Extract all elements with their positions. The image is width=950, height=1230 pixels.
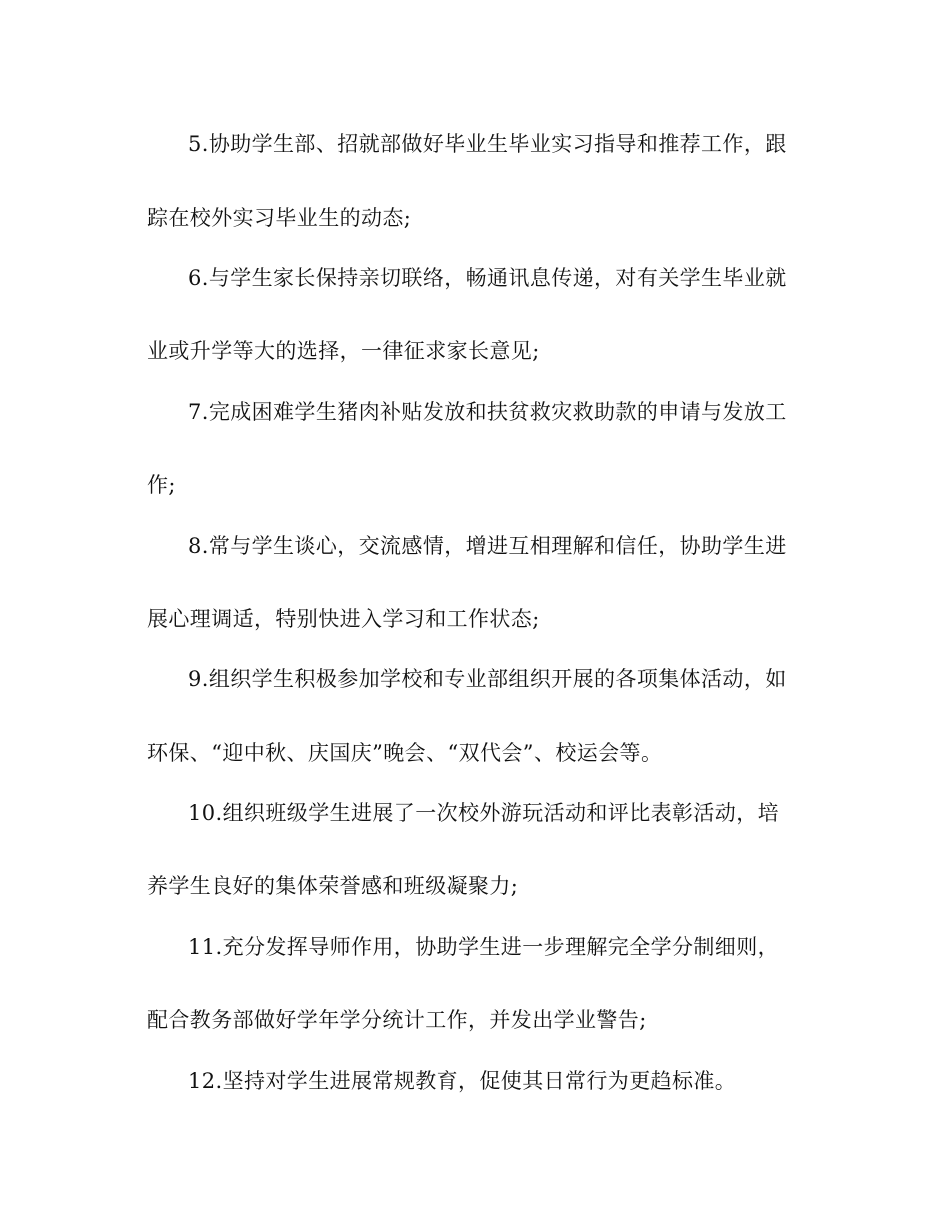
text-line: 12.坚持对学生进展常规教育，促使其日常行为更趋标准。 [188,1069,737,1093]
text-line: 7.完成困难学生猪肉补贴发放和扶贫救灾救助款的申请与发放工 [188,400,787,424]
text-line: 10.组织班级学生进展了一次校外游玩活动和评比表彰活动，培 [188,801,779,825]
text-line: 作; [147,473,176,497]
text-line: 6.与学生家长保持亲切联络，畅通讯息传递，对有关学生毕业就 [188,266,787,290]
text-line: 9.组织学生积极参加学校和专业部组织开展的各项集体活动，如 [188,667,787,691]
text-line: 养学生良好的集体荣誉感和班级凝聚力; [147,874,519,898]
text-line: 踪在校外实习毕业生的动态; [147,206,412,230]
text-line: 环保、“迎中秋、庆国庆”晚会、“双代会”、校运会等。 [147,741,663,765]
text-line: 11.充分发挥导师作用，协助学生进一步理解完全学分制细则， [188,935,779,959]
text-line: 业或升学等大的选择，一律征求家长意见; [147,339,540,363]
text-line: 配合教务部做好学年学分统计工作，并发出学业警告; [147,1008,647,1032]
text-line: 8.常与学生谈心，交流感情，增进互相理解和信任，协助学生进 [188,534,787,558]
text-line: 5.协助学生部、招就部做好毕业生毕业实习指导和推荐工作，跟 [188,132,787,156]
text-line: 展心理调适，特别快进入学习和工作状态; [147,607,540,631]
